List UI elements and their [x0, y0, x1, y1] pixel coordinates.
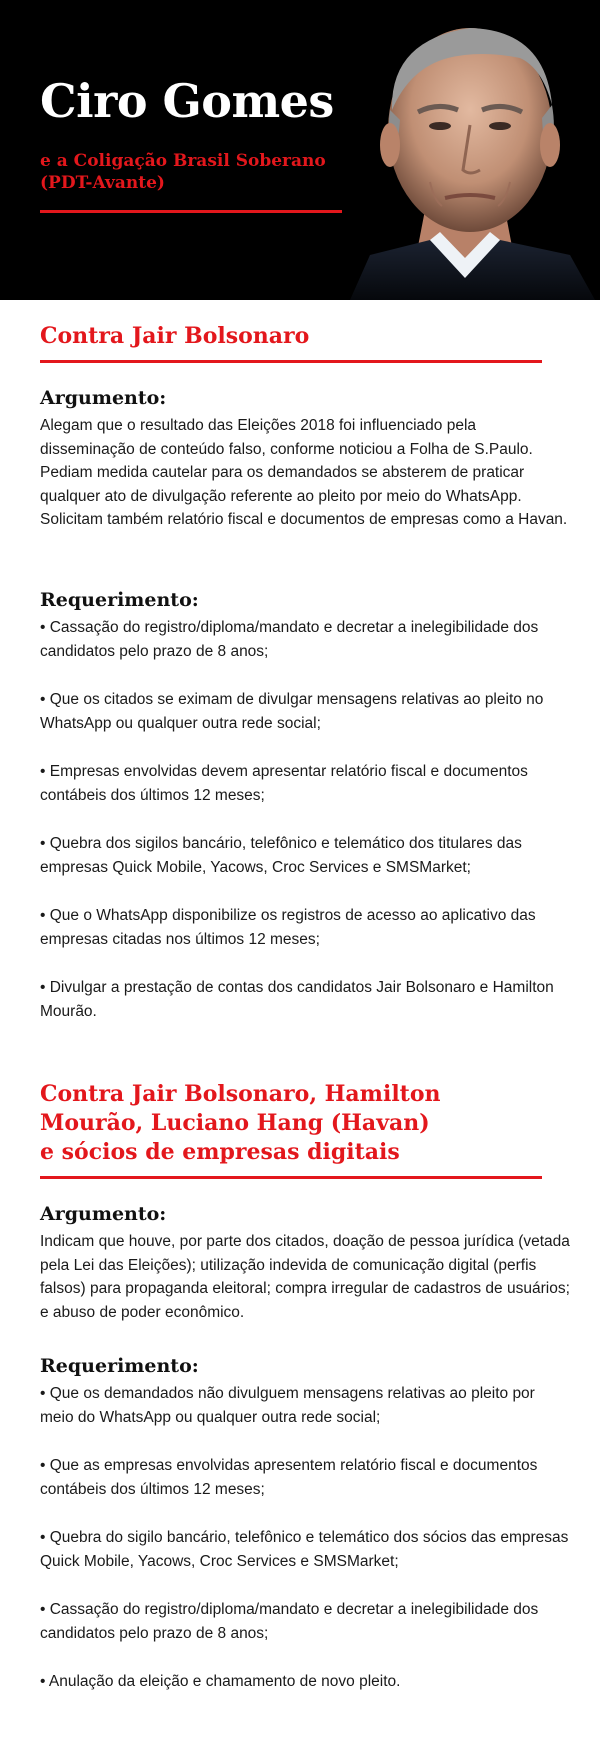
list-item: • Divulgar a prestação de contas dos candidatos Jair Bolsonaro e Hamilton Mourão.	[40, 979, 554, 1020]
list-item: • Cassação do registro/diploma/mandato e decretar a inelegibilidade dos candidatos pelo prazo de 8 anos;	[40, 1601, 539, 1642]
section-2-request-label: Requerimento:	[40, 1355, 199, 1377]
list-item: • Cassação do registro/diploma/mandato e decretar a inelegibilidade dos candidatos pelo prazo de 8 anos;	[40, 619, 539, 660]
section-1-argument-label: Argumento:	[40, 387, 167, 409]
page-title: Ciro Gomes	[40, 74, 334, 128]
section-2-title	[40, 1080, 441, 1167]
section-2-title-line-2: Mourão, Luciano Hang (Havan)	[40, 1110, 430, 1136]
section-2-title-line-3: e sócios de empresas digitais	[40, 1139, 400, 1165]
section-1-title-line: Contra Jair Bolsonaro	[40, 323, 310, 349]
section-1-request-label: Requerimento:	[40, 589, 199, 611]
list-item: • Anulação da eleição e chamamento de novo pleito.	[40, 1673, 401, 1690]
list-item: • Quebra dos sigilos bancário, telefônico e telemático dos titulares das empresas Quick Mobile, Yacows, Croc Services e SMSMarket;	[40, 835, 522, 876]
section-2-divider	[40, 1176, 542, 1179]
list-item: • Que as empresas envolvidas apresentem relatório fiscal e documentos contábeis dos últimos 12 meses;	[40, 1457, 538, 1498]
section-2-argument-label: Argumento:	[40, 1203, 167, 1225]
portrait-photo	[330, 0, 600, 300]
list-item: • Que os demandados não divulguem mensagens relativas ao pleito por meio do WhatsApp ou qualquer outra rede social;	[40, 1385, 535, 1426]
section-1-divider	[40, 360, 542, 363]
main-content	[0, 300, 600, 1741]
list-item: • Que os citados se eximam de divulgar mensagens relativas ao pleito no WhatsApp ou qualquer outra rede social;	[40, 691, 544, 732]
header-banner	[0, 0, 600, 300]
section-1-argument-text: Alegam que o resultado das Eleições 2018 foi influenciado pela disseminação de conteúdo falso, conforme noticiou a Folha de S.Paulo. Pediam medida cautelar para os demandados se absterem de praticar qualquer ato de divulgação referente ao pleito por meio do WhatsApp. Solicitam também relatório fiscal e documentos de empresas como a Havan.	[40, 417, 568, 528]
section-2-argument-text: Indicam que houve, por parte dos citados, doação de pessoa jurídica (vetada pela Lei das Eleições); utilização indevida de comunicação digital (perfis falsos) para propaganda eleitoral; compra irregular de cadastros de usuários; e abuso de poder econômico.	[40, 1233, 570, 1321]
section-2-title-line-1: Contra Jair Bolsonaro, Hamilton	[40, 1081, 441, 1107]
list-item: • Empresas envolvidas devem apresentar relatório fiscal e documentos contábeis dos últimos 12 meses;	[40, 763, 528, 804]
header-divider	[40, 210, 342, 213]
page-subtitle: e a Coligação Brasil Soberano (PDT-Avante)	[40, 151, 326, 193]
list-item: • Que o WhatsApp disponibilize os registros de acesso ao aplicativo das empresas citadas nos últimos 12 meses;	[40, 907, 536, 948]
list-item: • Quebra do sigilo bancário, telefônico e telemático dos sócios das empresas Quick Mobile, Yacows, Croc Services e SMSMarket;	[40, 1529, 569, 1570]
section-1-title	[40, 322, 309, 351]
section-1-request-list	[40, 616, 570, 1048]
section-2-request-list	[40, 1382, 570, 1719]
